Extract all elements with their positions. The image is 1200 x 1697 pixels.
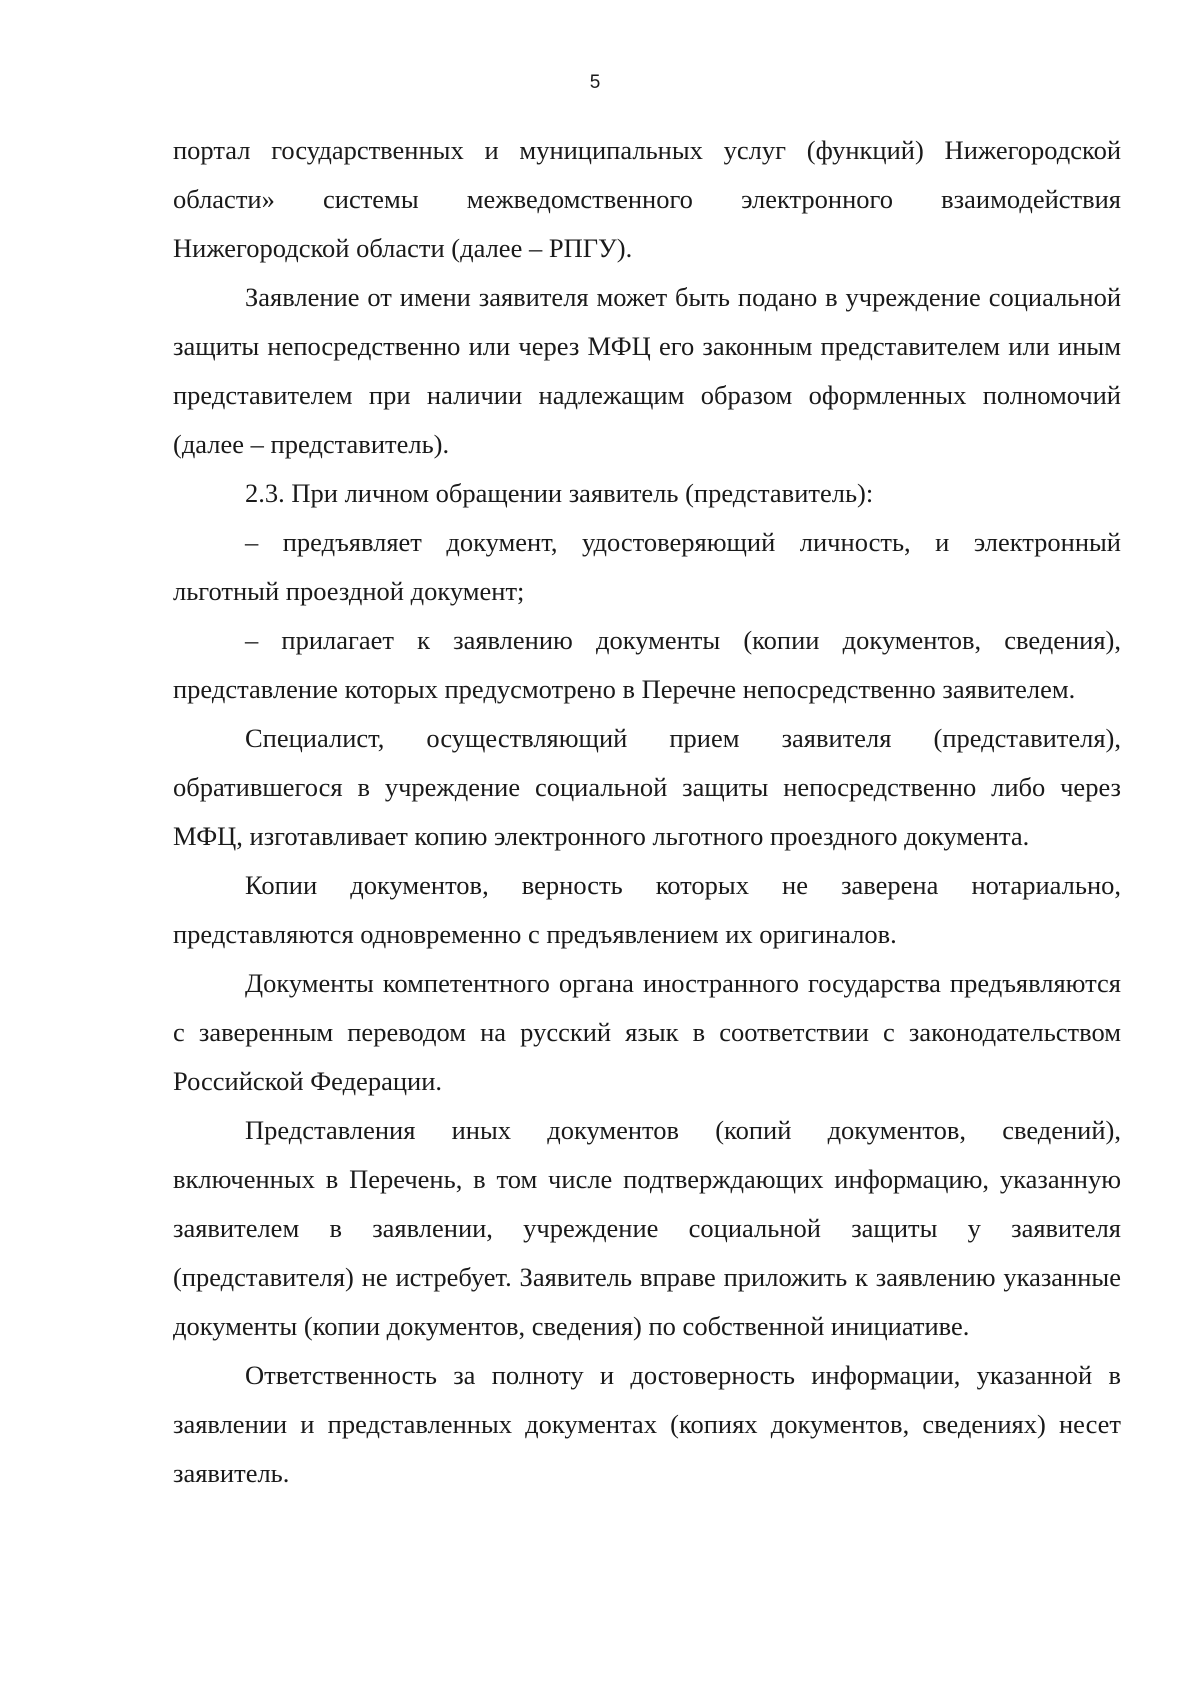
- paragraph-section-2-3: 2.3. При личном обращении заявитель (представитель):: [245, 478, 874, 508]
- paragraph-list-item-presents: – предъявляет документ, удостоверяющий личность, и электронный льготный проездной документ;: [173, 527, 1121, 606]
- paragraph-specialist: Специалист, осуществляющий прием заявителя (представителя), обратившегося в учреждение социальной защиты непосредственно либо через МФЦ, изготавливает копию электронного льготного проездного документа.: [173, 723, 1121, 851]
- document-body: [173, 126, 1121, 1498]
- page-number: 5: [589, 72, 601, 93]
- paragraph-other-documents: Представления иных документов (копий документов, сведений), включенных в Перечень, в том числе подтверждающих информацию, указанную заявителем в заявлении, учреждение социальной защиты у заявителя (представителя) не истребует. Заявитель вправе приложить к заявлению указанные документы (копии документов, сведения) по собственной инициативе.: [173, 1115, 1121, 1341]
- paragraph-portal-continuation: портал государственных и муниципальных услуг (функций) Нижегородской области» системы межведомственного электронного взаимодействия Нижегородской области (далее – РПГУ).: [173, 135, 1121, 263]
- paragraph-foreign-documents: Документы компетентного органа иностранного государства предъявляются с заверенным переводом на русский язык в соответствии с законодательством Российской Федерации.: [173, 968, 1121, 1096]
- paragraph-list-item-attaches: – прилагает к заявлению документы (копии документов, сведения), представление которых предусмотрено в Перечне непосредственно заявителем.: [173, 625, 1121, 704]
- paragraph-responsibility: Ответственность за полноту и достоверность информации, указанной в заявлении и представленных документах (копиях документов, сведениях) несет заявитель.: [173, 1360, 1121, 1488]
- paragraph-copies: Копии документов, верность которых не заверена нотариально, представляются одновременно с предъявлением их оригиналов.: [173, 870, 1121, 949]
- paragraph-representative: Заявление от имени заявителя может быть подано в учреждение социальной защиты непосредственно или через МФЦ его законным представителем или иным представителем при наличии надлежащим образом оформленных полномочий (далее – представитель).: [173, 282, 1121, 459]
